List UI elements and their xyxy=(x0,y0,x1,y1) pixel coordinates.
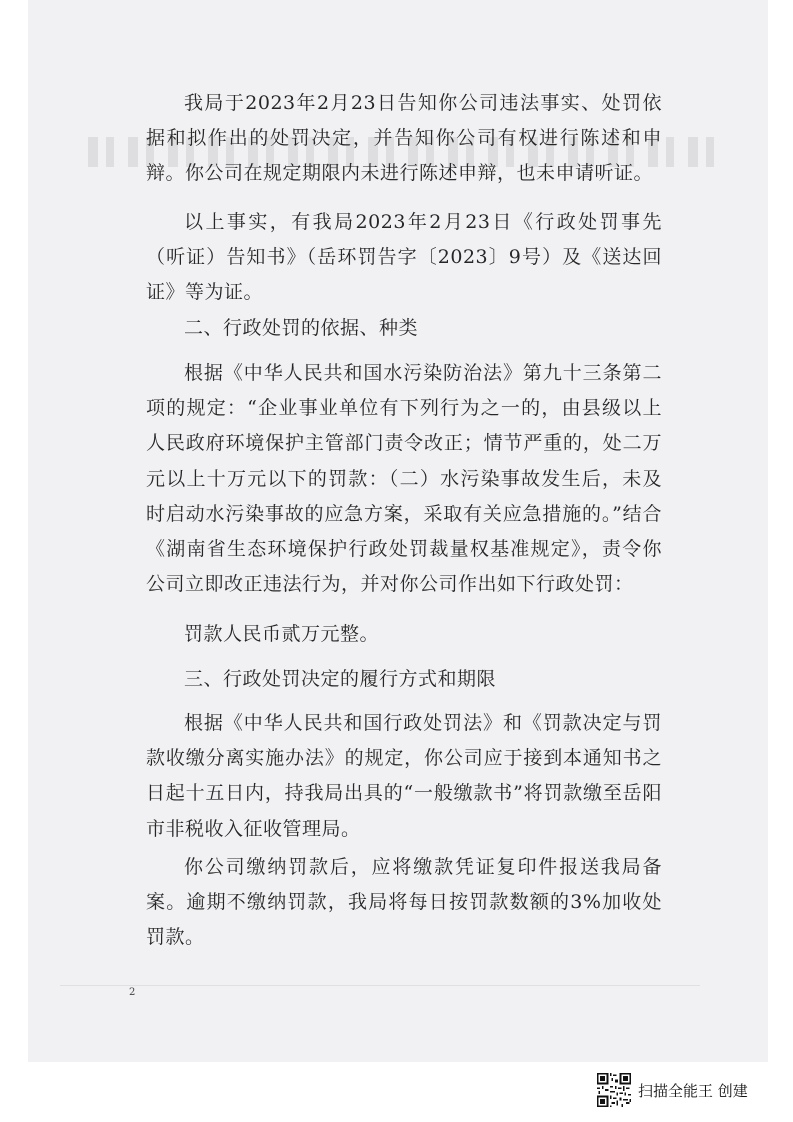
paragraph-late-penalty: 你公司缴纳罚款后，应将缴款凭证复印件报送我局备案。逾期不缴纳罚款，我局将每日按罚款数额的3%加收处罚款。 xyxy=(146,856,662,949)
paragraph-evidence: 以上事实，有我局2023年2月23日《行政处罚事先（听证）告知书》（岳环罚告字〔2023〕9号）及《送达回证》等为证。 xyxy=(146,211,662,304)
qr-code-icon xyxy=(597,1073,631,1107)
paragraph-fine-amount: 罚款人民币贰万元整。 xyxy=(184,623,380,645)
paragraph-notification: 我局于2023年2月23日告知你公司违法事实、处罚依据和拟作出的处罚决定，并告知你公司有权进行陈述和申辩。你公司在规定期限内未进行陈述申辩，也未申请听证。 xyxy=(146,92,662,185)
section-heading-basis: 二、行政处罚的依据、种类 xyxy=(184,317,419,339)
paragraph-legal-basis: 根据《中华人民共和国水污染防治法》第九十三条第二项的规定：“企业事业单位有下列行为之一的，由县级以上人民政府环境保护主管部门责令改正；情节严重的，处二万元以上十万元以下的罚款：（二）水污染事故发生后，未及时启动水污染事故的应急方案，采取有关应急措施的。”结合《湖南省生态环境保护行政处罚裁量权基准规定》，责令你公司立即改正违法行为，并对你公司作出如下行政处罚： xyxy=(146,362,662,596)
watermark-text: 扫描全能王 创建 xyxy=(638,1081,748,1100)
footer-divider xyxy=(60,985,700,986)
page-number: 2 xyxy=(129,987,136,998)
paragraph-payment-method: 根据《中华人民共和国行政处罚法》和《罚款决定与罚款收缴分离实施办法》的规定，你公司应于接到本通知书之日起十五日内，持我局出具的“一般缴款书”将罚款缴至岳阳市非税收入征收管理局。 xyxy=(146,712,662,840)
section-heading-payment: 三、行政处罚决定的履行方式和期限 xyxy=(184,668,497,690)
scanner-watermark xyxy=(597,1072,748,1108)
